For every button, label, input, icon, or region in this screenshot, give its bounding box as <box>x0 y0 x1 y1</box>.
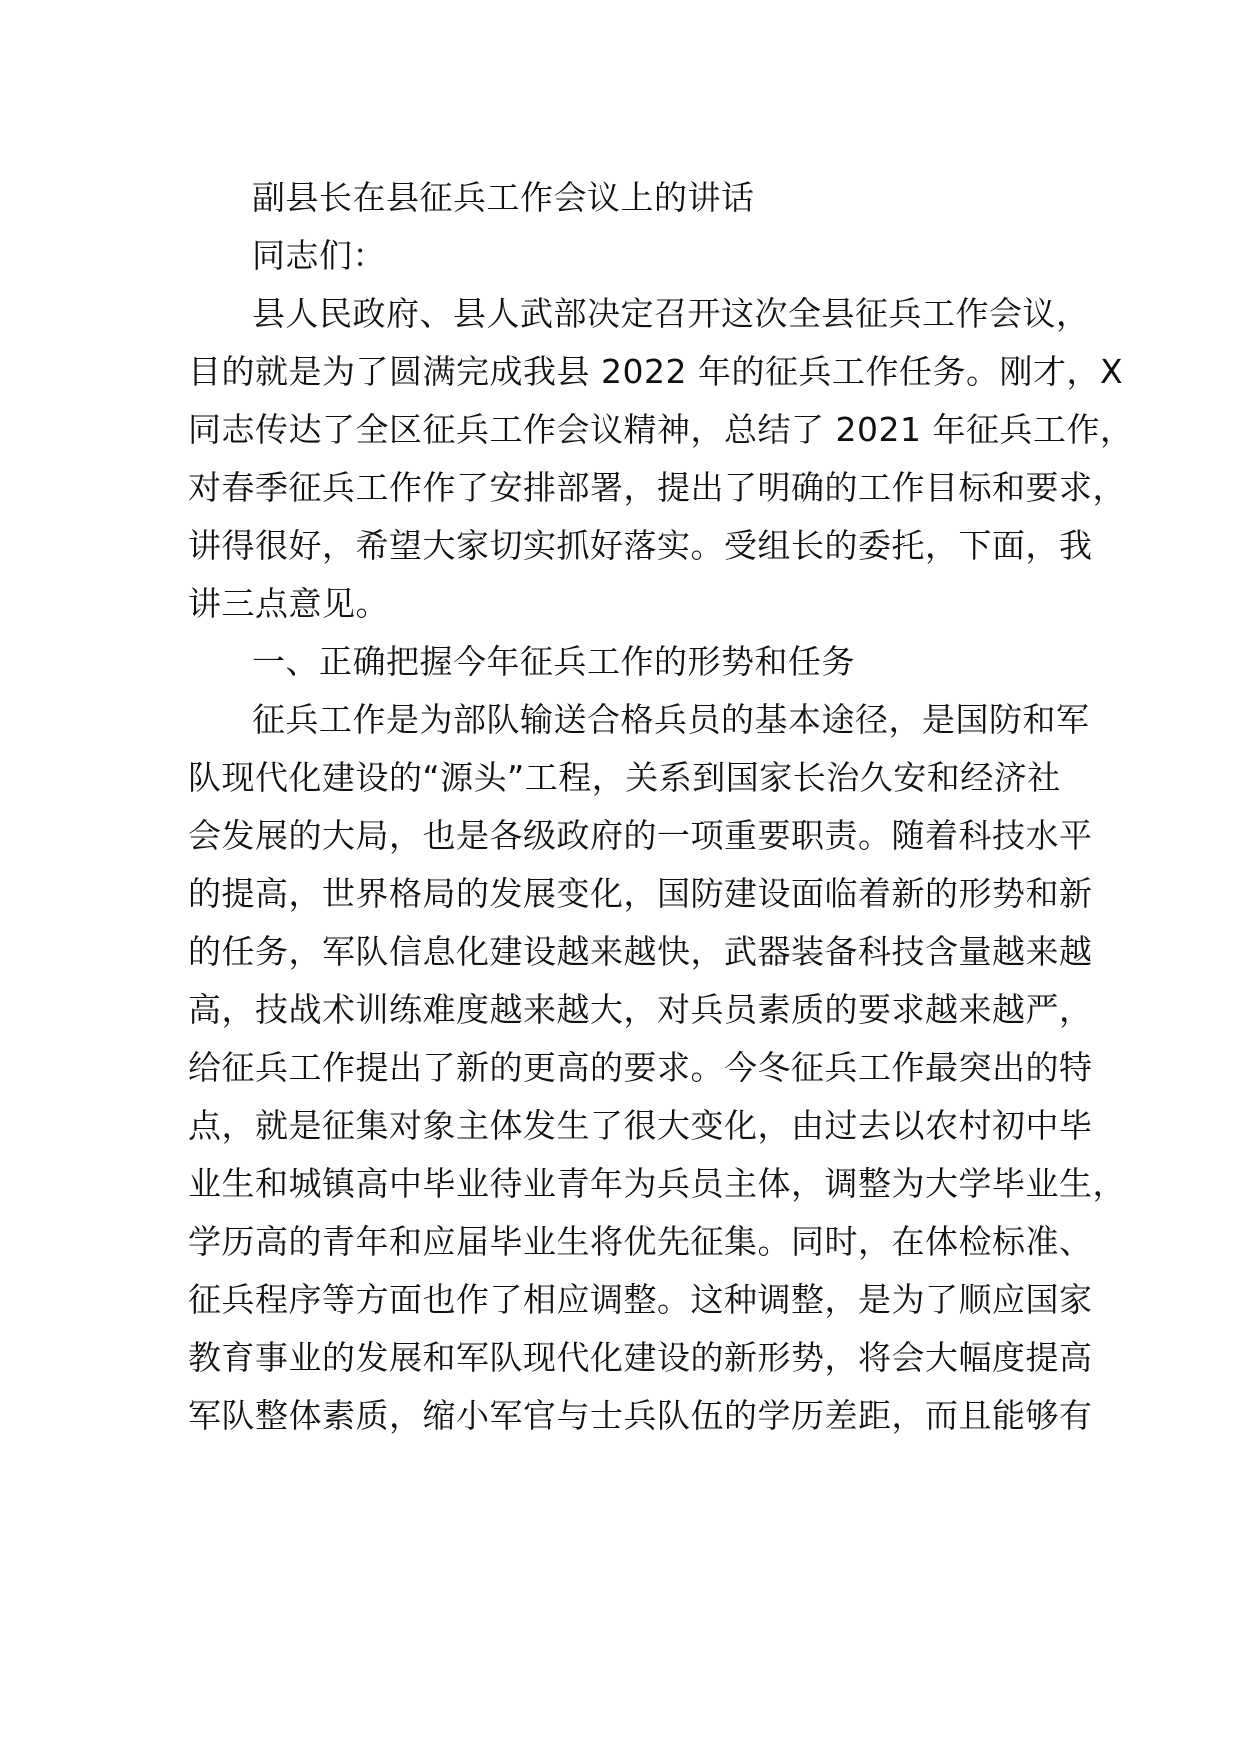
paragraph-line: 的任务，军队信息化建设越来越快，武器装备科技含量越来越 <box>188 932 1093 971</box>
paragraph-line: 点，就是征集对象主体发生了很大变化，由过去以农村初中毕 <box>188 1106 1093 1145</box>
salutation: 同志们： <box>252 236 386 275</box>
section-heading: 一、正确把握今年征兵工作的形势和任务 <box>252 642 855 681</box>
paragraph-line: 讲三点意见。 <box>188 584 389 623</box>
paragraph-line: 队现代化建设的“源头”工程，关系到国家长治久安和经济社 <box>188 758 1061 797</box>
paragraph-line: 学历高的青年和应届毕业生将优先征集。同时，在体检标准、 <box>188 1222 1093 1261</box>
paragraph-line: 军队整体素质，缩小军官与士兵队伍的学历差距，而且能够有 <box>188 1396 1093 1435</box>
paragraph-line: 目的就是为了圆满完成我县 2022 年的征兵工作任务。刚才，X <box>188 352 1124 391</box>
paragraph-line: 业生和城镇高中毕业待业青年为兵员主体，调整为大学毕业生， <box>188 1164 1126 1203</box>
paragraph-line: 的提高，世界格局的发展变化，国防建设面临着新的形势和新 <box>188 874 1093 913</box>
paragraph-line: 征兵工作是为部队输送合格兵员的基本途径，是国防和军 <box>252 700 1090 739</box>
paragraph-line: 会发展的大局，也是各级政府的一项重要职责。随着科技水平 <box>188 816 1093 855</box>
paragraph-line: 征兵程序等方面也作了相应调整。这种调整，是为了顺应国家 <box>188 1280 1093 1319</box>
paragraph-line: 讲得很好，希望大家切实抓好落实。受组长的委托，下面，我 <box>188 526 1093 565</box>
paragraph-line: 对春季征兵工作作了安排部署，提出了明确的工作目标和要求， <box>188 468 1126 507</box>
paragraph-line: 高，技战术训练难度越来越大，对兵员素质的要求越来越严， <box>188 990 1093 1029</box>
paragraph-line: 同志传达了全区征兵工作会议精神，总结了 2021 年征兵工作， <box>188 410 1134 449</box>
paragraph-line: 给征兵工作提出了新的更高的要求。今冬征兵工作最突出的特 <box>188 1048 1093 1087</box>
document-title: 副县长在县征兵工作会议上的讲话 <box>252 178 755 217</box>
paragraph-line: 县人民政府、县人武部决定召开这次全县征兵工作会议， <box>252 294 1090 333</box>
paragraph-line: 教育事业的发展和军队现代化建设的新形势，将会大幅度提高 <box>188 1338 1093 1377</box>
